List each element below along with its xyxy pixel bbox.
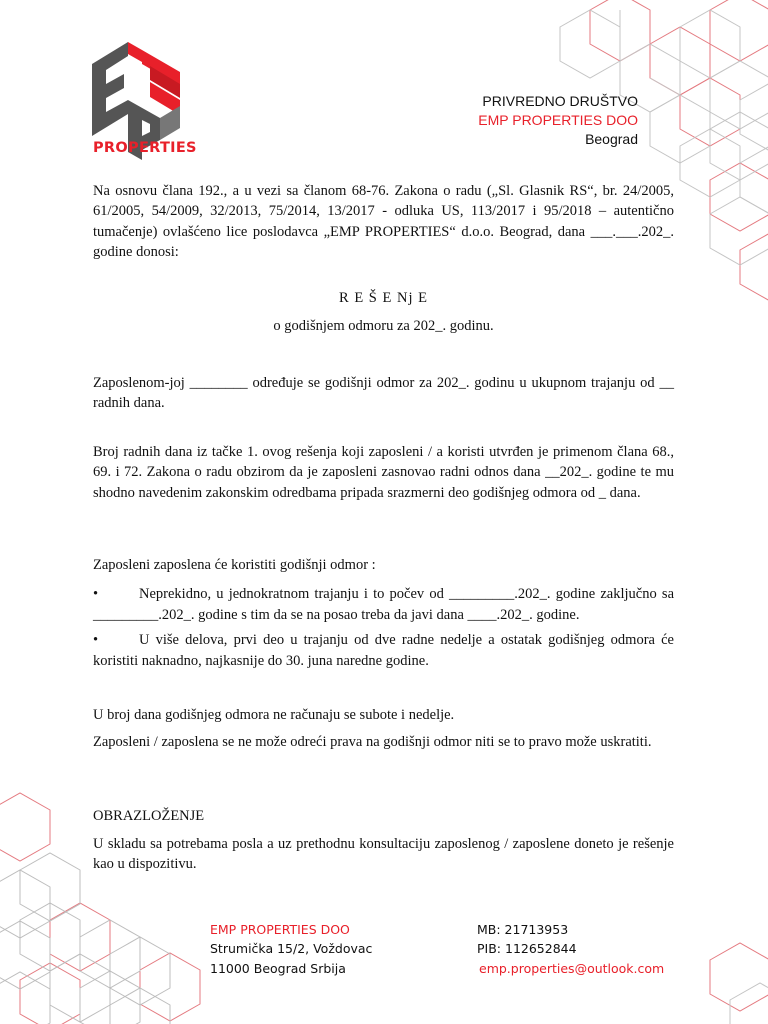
company-city: Beograd — [585, 131, 638, 147]
paragraph-5: Zaposleni / zaposlena se ne može odreći prava na godišnji odmor niti se to pravo može uskratiti. — [93, 734, 652, 750]
bullet-text: U više delova, prvi deo u trajanju od dve radne nedelje a ostatak godišnjeg odmora će koristiti naknadno, najkasnije do 30. juna naredne godine. — [93, 632, 674, 669]
footer-city: 11000 Beograd Srbija — [210, 961, 346, 976]
hexagon-pattern-top-right-icon — [440, 0, 768, 310]
paragraph-1: Zaposlenom-joj ________ određuje se godišnji odmor za 202_. godinu u ukupnom trajanju od __ radnih dana. — [93, 375, 674, 412]
company-name: EMP PROPERTIES DOO — [478, 112, 638, 128]
bullet-marker: • — [93, 632, 99, 648]
footer-company-name: EMP PROPERTIES DOO — [210, 922, 350, 937]
footer-pib: PIB: 112652844 — [477, 941, 577, 956]
bullet-item-2 — [93, 630, 674, 672]
company-type: PRIVREDNO DRUŠTVO — [482, 93, 638, 109]
footer-email[interactable]: emp.properties@outlook.com — [479, 961, 665, 976]
bullet-marker: • — [93, 586, 99, 602]
document-subtitle: o godišnjem odmoru za 202_. godinu. — [273, 318, 494, 334]
section-heading: OBRAZLOŽENJE — [93, 808, 205, 824]
paragraph-4: U broj dana godišnjeg odmora ne računaju se subote i nedelje. — [93, 707, 455, 723]
footer-mb: MB: 21713953 — [477, 922, 569, 937]
paragraph-2: Broj radnih dana iz tačke 1. ovog rešenja koji zaposleni / a koristi utvrđen je primenom člana 68., 69. i 72. Zakona o radu obzirom da je zaposleni zasnovao radni odnos dana __202_. godine te mu shodno navedenim zakonskim odredbama pripada srazmerni deo godišnjeg odmora od _ dana. — [93, 444, 674, 501]
bullet-text: Neprekidno, u jednokratnom trajanju i to počev od _________.202_. godine zaključno sa _________.202_. godine s tim da se na posao treba da javi dana ____.202_. godine. — [93, 586, 674, 623]
paragraph-3: Zaposleni zaposlena će koristiti godišnji odmor : — [93, 557, 376, 573]
logo-text: PROPERTIES — [93, 140, 197, 156]
paragraph-6: U skladu sa potrebama posla a uz prethodnu konsultaciju zaposlenog / zaposlene doneto je rešenje kao u dispozitivu. — [93, 836, 674, 873]
footer-address: Strumička 15/2, Voždovac — [210, 941, 373, 956]
document-title: R E Š E Nj E — [339, 290, 428, 306]
bullet-item-1 — [93, 584, 674, 626]
hexagon-pattern-bottom-right-icon — [690, 930, 768, 1024]
intro-paragraph: Na osnovu člana 192., a u vezi sa članom 68-76. Zakona o radu („Sl. Glasnik RS“, br. 24/2005, 61/2005, 54/2009, 32/2013, 75/2014, 13/2017 - odluka US, 113/2017 i 95/2018 – autentično tumačenje) ovlašćeno lice poslodavca „EMP PROPERTIES“ d.o.o. Beograd, dana ___.___.202_. godine donosi: — [93, 183, 674, 260]
